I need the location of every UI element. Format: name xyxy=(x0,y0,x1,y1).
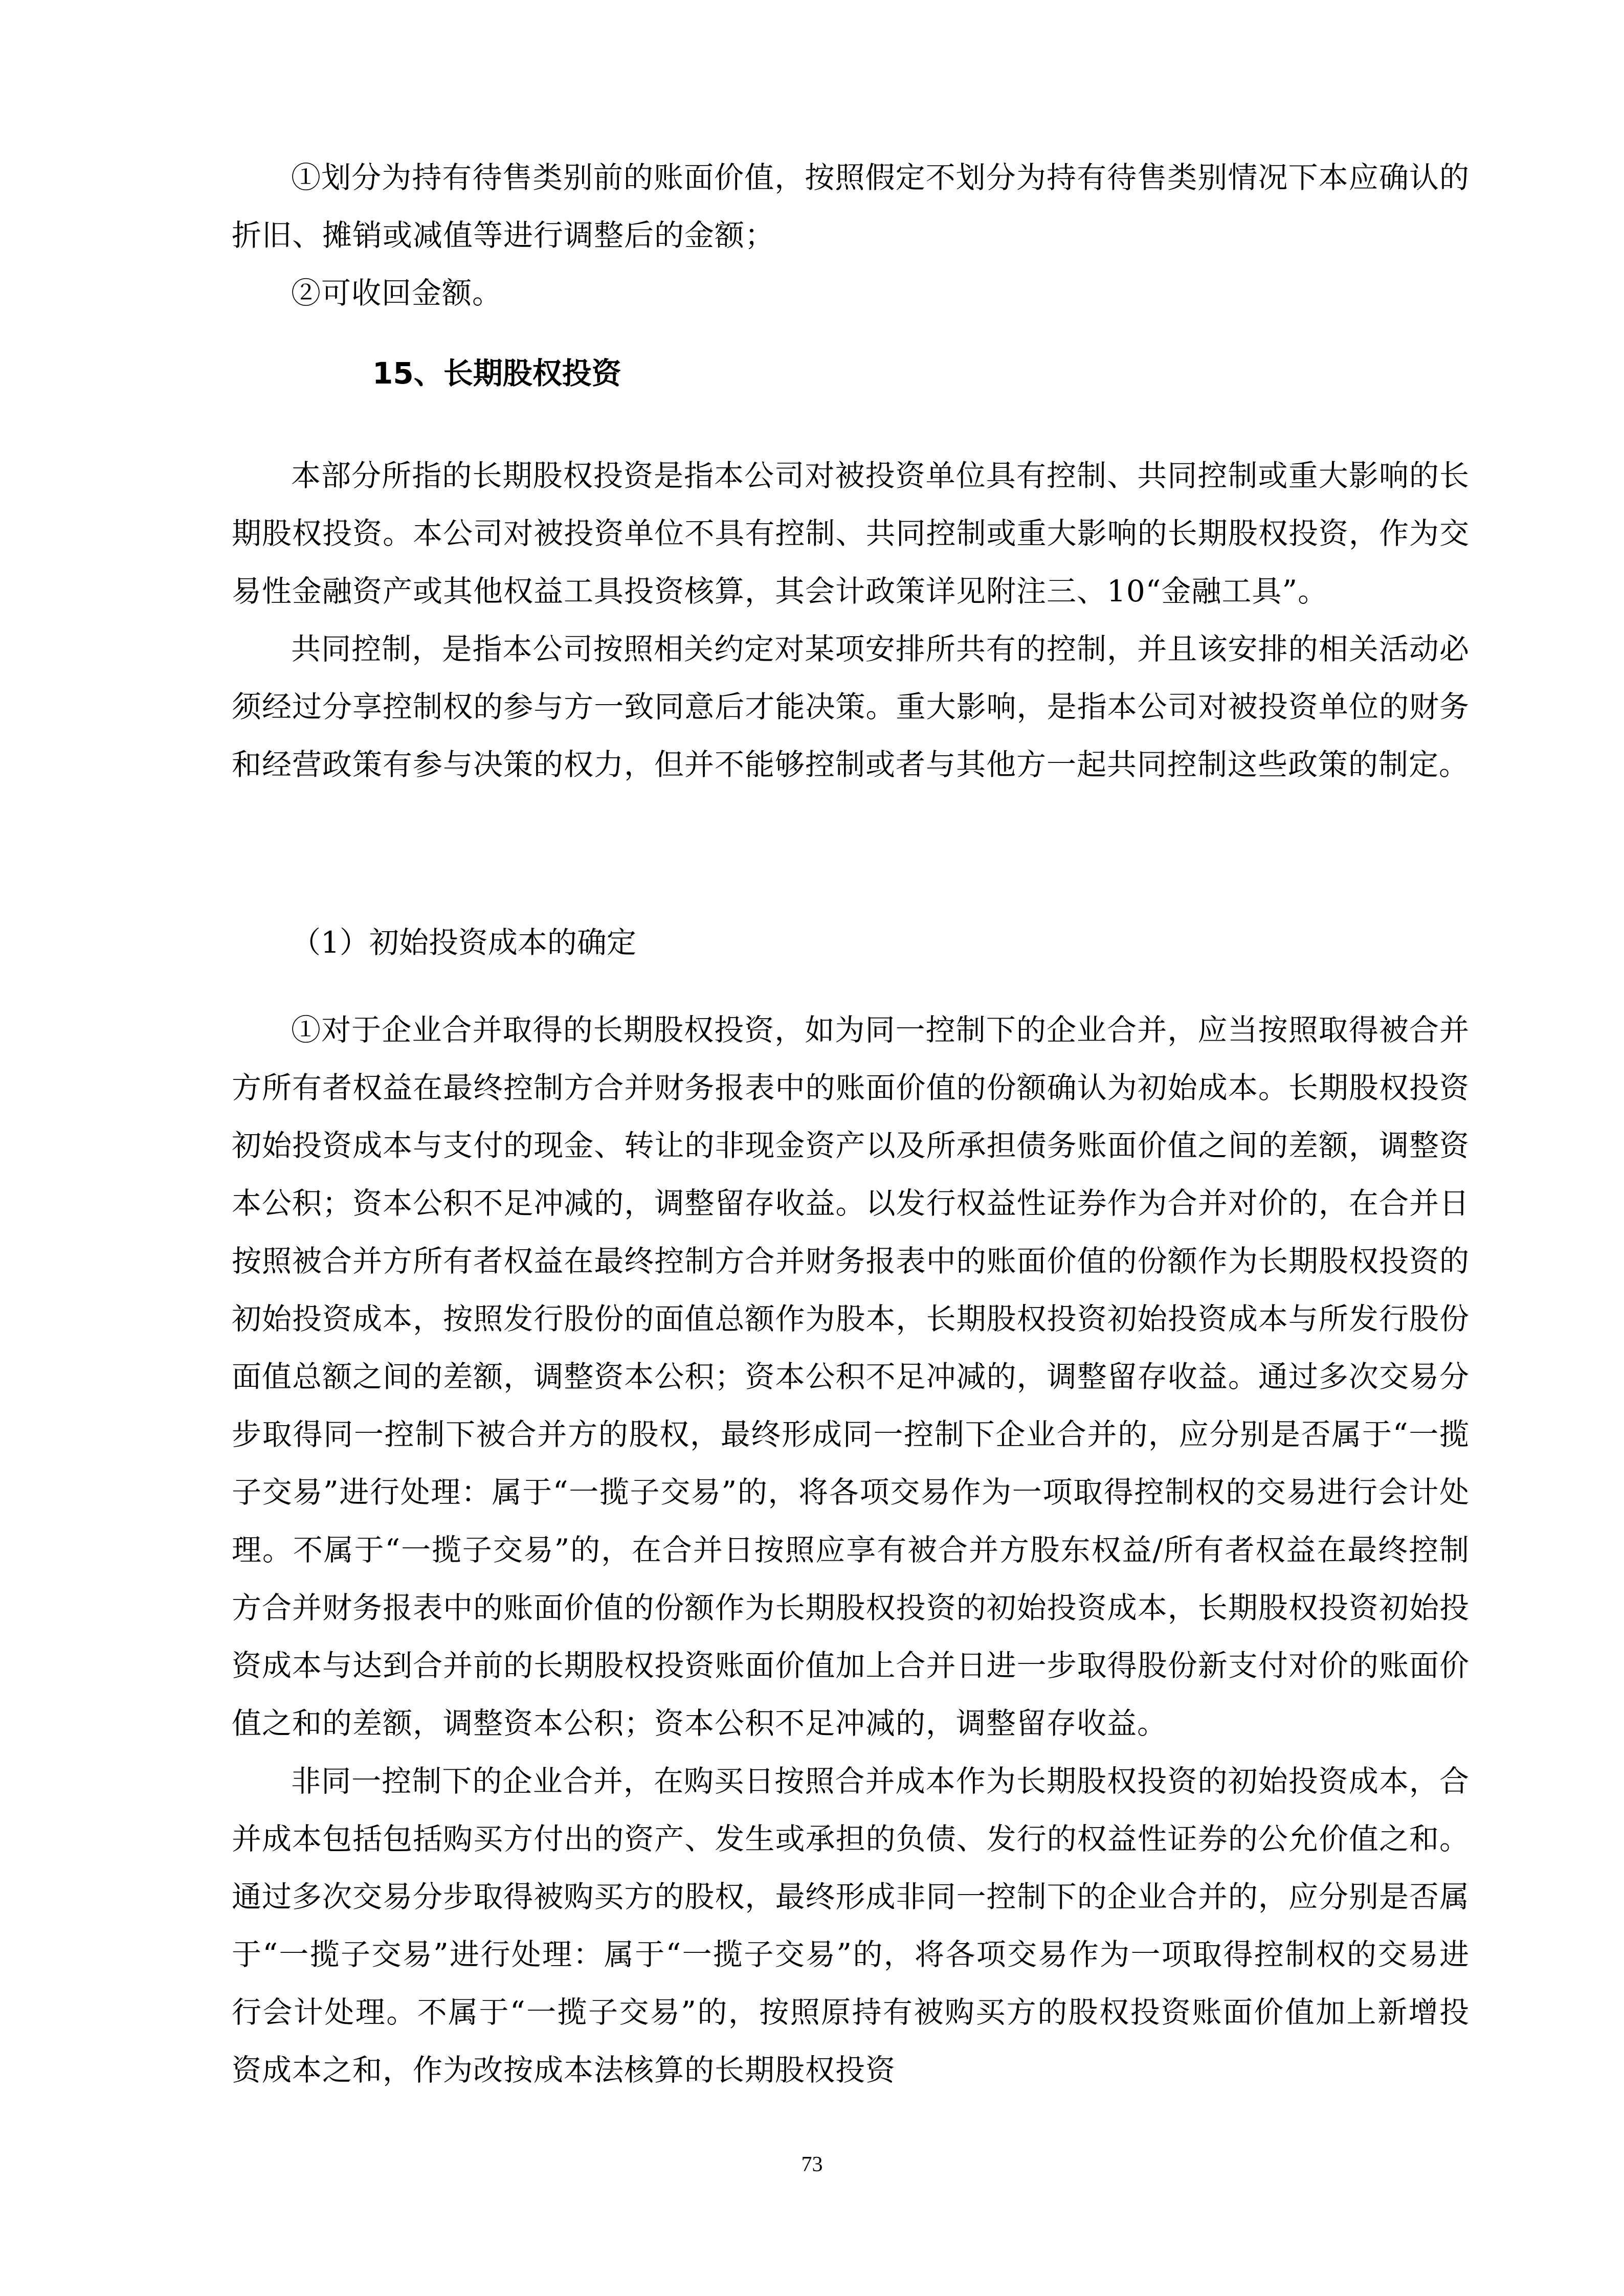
paragraph-same-control-merger: ①对于企业合并取得的长期股权投资，如为同一控制下的企业合并，应当按照取得被合并方所有者权益在最终控制方合并财务报表中的账面价值的份额确认为初始成本。长期股权投资初始投资成本与支付的现金、转让的非现金资产以及所承担债务账面价值之间的差额，调整资本公积；资本公积不足冲减的，调整留存收益。以发行权益性证券作为合并对价的，在合并日按照被合并方所有者权益在最终控制方合并财务报表中的账面价值的份额作为长期股权投资的初始投资成本，按照发行股份的面值总额作为股本，长期股权投资初始投资成本与所发行股份面值总额之间的差额，调整资本公积；资本公积不足冲减的，调整留存收益。通过多次交易分步取得同一控制下被合并方的股权，最终形成同一控制下企业合并的，应分别是否属于“一揽子交易”进行处理：属于“一揽子交易”的，将各项交易作为一项取得控制权的交易进行会计处理。不属于“一揽子交易”的，在合并日按照应享有被合并方股东权益/所有者权益在最终控制方合并财务报表中的账面价值的份额作为长期股权投资的初始投资成本，长期股权投资初始投资成本与达到合并前的长期股权投资账面价值加上合并日进一步取得股份新支付对价的账面价值之和的差额，调整资本公积；资本公积不足冲减的，调整留存收益。 xyxy=(232,1012,1470,1741)
page-number: 73 xyxy=(801,2153,823,2176)
section-heading: 15、长期股权投资 xyxy=(372,356,621,391)
paragraph-non-same-control-merger: 非同一控制下的企业合并，在购买日按照合并成本作为长期股权投资的初始投资成本，合并成本包括包括购买方付出的资产、发生或承担的负债、发行的权益性证券的公允价值之和。通过多次交易分步取得被购买方的股权，最终形成非同一控制下的企业合并的，应分别是否属于“一揽子交易”进行处理：属于“一揽子交易”的，将各项交易作为一项取得控制权的交易进行会计处理。不属于“一揽子交易”的，按照原持有被购买方的股权投资账面价值加上新增投资成本之和，作为改按成本法核算的长期股权投资 xyxy=(232,1764,1470,2087)
definition-text-block xyxy=(232,447,1470,794)
intro-text-block xyxy=(232,149,1470,322)
paragraph-recoverable-amount: ②可收回金额。 xyxy=(291,276,503,310)
paragraph-scope: 本部分所指的长期股权投资是指本公司对被投资单位具有控制、共同控制或重大影响的长期股权投资。本公司对被投资单位不具有控制、共同控制或重大影响的长期股权投资，作为交易性金融资产或其他权益工具投资核算，其会计政策详见附注三、10“金融工具”。 xyxy=(232,458,1470,609)
initial-cost-text-block xyxy=(232,1001,1470,2099)
paragraph-joint-control: 共同控制，是指本公司按照相关约定对某项安排所共有的控制，并且该安排的相关活动必须经过分享控制权的参与方一致同意后才能决策。重大影响，是指本公司对被投资单位的财务和经营政策有参与决策的权力，但并不能够控制或者与其他方一起共同控制这些政策的制定。 xyxy=(232,632,1470,782)
paragraph-carrying-value: ①划分为持有待售类别前的账面价值，按照假定不划分为持有待售类别情况下本应确认的折旧、摊销或减值等进行调整后的金额； xyxy=(232,160,1470,253)
subsection-heading: （1）初始投资成本的确定 xyxy=(291,925,636,960)
